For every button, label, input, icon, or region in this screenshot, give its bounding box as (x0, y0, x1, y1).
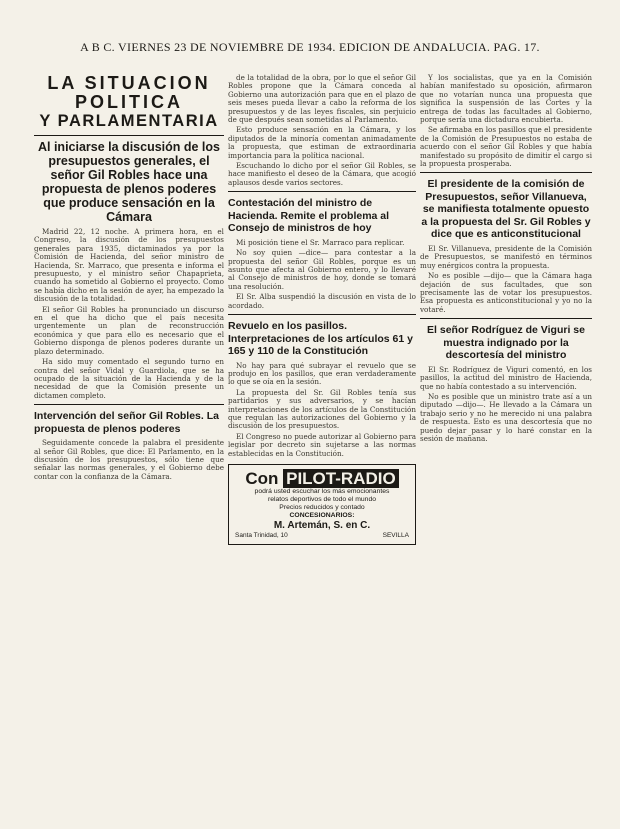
column-3 (420, 74, 592, 827)
article-body-col3 (420, 74, 592, 168)
sub-headline: Intervención del señor Gil Robles. La propuesta de plenos poderes (34, 410, 219, 435)
ad-line-4: CONCESIONARIOS: (289, 512, 355, 519)
divider (34, 135, 224, 136)
ad-brand (235, 469, 409, 488)
article-body-continued (228, 74, 416, 187)
divider (34, 404, 224, 405)
headline-viguri: El señor Rodríguez de Viguri se muestra indignado por la descortesía del ministro (427, 324, 585, 362)
paragraph: Madrid 22, 12 noche. A primera hora, en el Congreso, la discusión de los presupuestos generales para 1935, dictaminados ya por la Comisión de Hacienda, del señor ministro de Hacienda, Sr. Marraco, que presenta e informa el presupuesto, y el ministro señor Chapaprieta, cuando ha sometido al Gobierno el proyecto. Como se había dicho en la sesión de ayer, ha empezado la discusión de la totalidad. (34, 227, 224, 304)
ad-line-3: Precios reducidos y contado (279, 504, 365, 511)
article-body-2 (34, 439, 224, 481)
divider (420, 318, 592, 319)
section-title-line-2: POLITICA (75, 92, 183, 112)
paragraph: No es posible —dijo— que la Cámara haga dejación de sus facultades, que son precisamente las de votar los presupuestos. Esa propuesta es anticonstitucional y yo no la votaré. (420, 271, 592, 314)
ad-address-row (235, 532, 409, 540)
paragraph: de la totalidad de la obra, por lo que el señor Gil Robles propone que la Cámara conceda al Gobierno una autorización para que en el plazo de seis meses pueda llevar a cabo la reforma de los presupuestos y de las leyes fiscales, sin perjuicio de que después sean sometidas al Parlamento. (228, 74, 416, 125)
paragraph: El Sr. Rodríguez de Viguri comentó, en los pasillos, la actitud del ministro de Hacienda, que no había contestado a su intervención. (420, 364, 592, 391)
paragraph: El Sr. Villanueva, presidente de la Comisión de Presupuestos, se manifestó en términos muy enérgicos contra la propuesta. (420, 243, 592, 270)
divider (420, 172, 592, 173)
column-1 (34, 74, 224, 827)
section-title-line-3: Y PARLAMENTARIA (39, 112, 219, 130)
paragraph: Y los socialistas, que ya en la Comisión habían manifestado su oposición, afirmaron que no votarían nunca una propuesta que significa la suspensión de las Cortes y la entrega de todas las facultades al Gobierno, porque sería una dictadura encubierta. (420, 74, 592, 125)
divider (228, 191, 416, 192)
paragraph: El Sr. Alba suspendió la discusión en vista de lo acordado. (228, 292, 416, 310)
paragraph: No es posible que un ministro trate así a un diputado —dijo—. He llevado a la Cámara un trabajo serio y no he merecido ni una palabra de respuesta. Esto es una descortesía que no puedo dejar pasar y lo haré constar en la sesión de mañana. (420, 391, 592, 443)
ad-company: M. Artemán, S. en C. (273, 520, 371, 531)
paragraph: La propuesta del Sr. Gil Robles tenía sus partidarios y sus adversarios, y se hacían interpretaciones de los artículos de la Constitución que regulan las autorizaciones del Gobierno y la discusión de los presupuestos. (228, 387, 416, 431)
paragraph: No soy quien —dice— para contestar a la propuesta del señor Gil Robles, porque es un asunto que afecta al Gobierno entero, y lo llevaré al Consejo de ministros de hoy, donde se tomará una resolución. (228, 248, 416, 291)
section-title-line-1: LA SITUACION (47, 74, 211, 93)
ad-line-1: podrá usted escuchar los más emocionantes (254, 488, 390, 495)
paragraph: Escuchando lo dicho por el señor Gil Robles, se hace manifiesto el deseo de la Cámara, que acogió aplausos desde varios sectores. (228, 161, 416, 187)
pilot-radio-advertisement (228, 464, 416, 545)
article-body-villanueva (420, 245, 592, 314)
paragraph: El Congreso no puede autorizar al Gobierno para legislar por decreto sin sujetarse a las normas establecidas en la Constitución. (228, 431, 416, 458)
ad-brand-prefix: Con (245, 469, 279, 488)
paragraph: Ha sido muy comentado el segundo turno en contra del señor Vidal y Guardiola, que se ha ocupado de la situación de la Hacienda y de la necesidad de que la Comisión presente un dictamen completo. (34, 357, 224, 400)
column-2 (228, 74, 416, 827)
article-body-1 (34, 228, 224, 400)
paragraph: No hay para qué subrayar el revuelo que se produjo en los pasillos, que eran verdaderamente lo que se oía en la sesión. (228, 360, 416, 387)
ad-line-2: relatos deportivos de todo el mundo (267, 496, 377, 503)
ad-brand-name: PILOT-RADIO (283, 469, 399, 488)
paragraph: Mi posición tiene el Sr. Marraco para replicar. (236, 237, 405, 247)
headline-corridors: Revuelo en los pasillos. Interpretaciones de los artículos 61 y 165 y 110 de la Constitución (228, 320, 413, 358)
main-headline: Al iniciarse la discusión de los presupuestos generales, el señor Gil Robles hace una propuesta de plenos poderes que produce sensación en la Cámara (37, 140, 220, 224)
article-body-minister (228, 239, 416, 310)
paragraph: Esto produce sensación en la Cámara, y los diputados de la minoría comentan animadamente la propuesta, que estiman de extraordinaria importancia para la política nacional. (228, 125, 416, 160)
headline-minister-reply: Contestación del ministro de Hacienda. Remite el problema al Consejo de ministros de hoy (228, 197, 390, 235)
paragraph: El señor Gil Robles ha pronunciado un discurso en el que ha dicho que el país necesita urgentemente un plan de reconstrucción económica y que para ello es necesario que el Gobierno disponga de plenos poderes durante un plazo determinado. (34, 304, 224, 356)
article-body-corridors (228, 362, 416, 458)
divider (228, 314, 416, 315)
paragraph: Se afirmaba en los pasillos que el presidente de la Comisión de Presupuestos no estaba de acuerdo con el señor Gil Robles y que había manifestado su propósito de dimitir el cargo si la propuesta prosperaba. (420, 125, 592, 169)
ad-address: Santa Trinidad, 10 (235, 532, 288, 539)
article-body-viguri (420, 366, 592, 444)
ad-city: SEVILLA (382, 532, 409, 539)
header-text: A B C. VIERNES 23 DE NOVIEMBRE DE 1934. EDICION DE ANDALUCIA. PAG. 17. (80, 40, 540, 54)
page-header (0, 40, 620, 62)
paragraph: Seguidamente concede la palabra el presidente al señor Gil Robles, que dice: El Parlamento, en la discusión de los presupuestos, sólo tiene que señalar las normas generales, y el Gobierno debe contar con la confianza de la Cámara. (34, 438, 224, 481)
headline-villanueva: El presidente de la comisión de Presupuestos, señor Villanueva, se manifiesta totalmente opuesto a la propuesta del Sr. Gil Robles y dice que es anticonstitucional (421, 178, 591, 241)
